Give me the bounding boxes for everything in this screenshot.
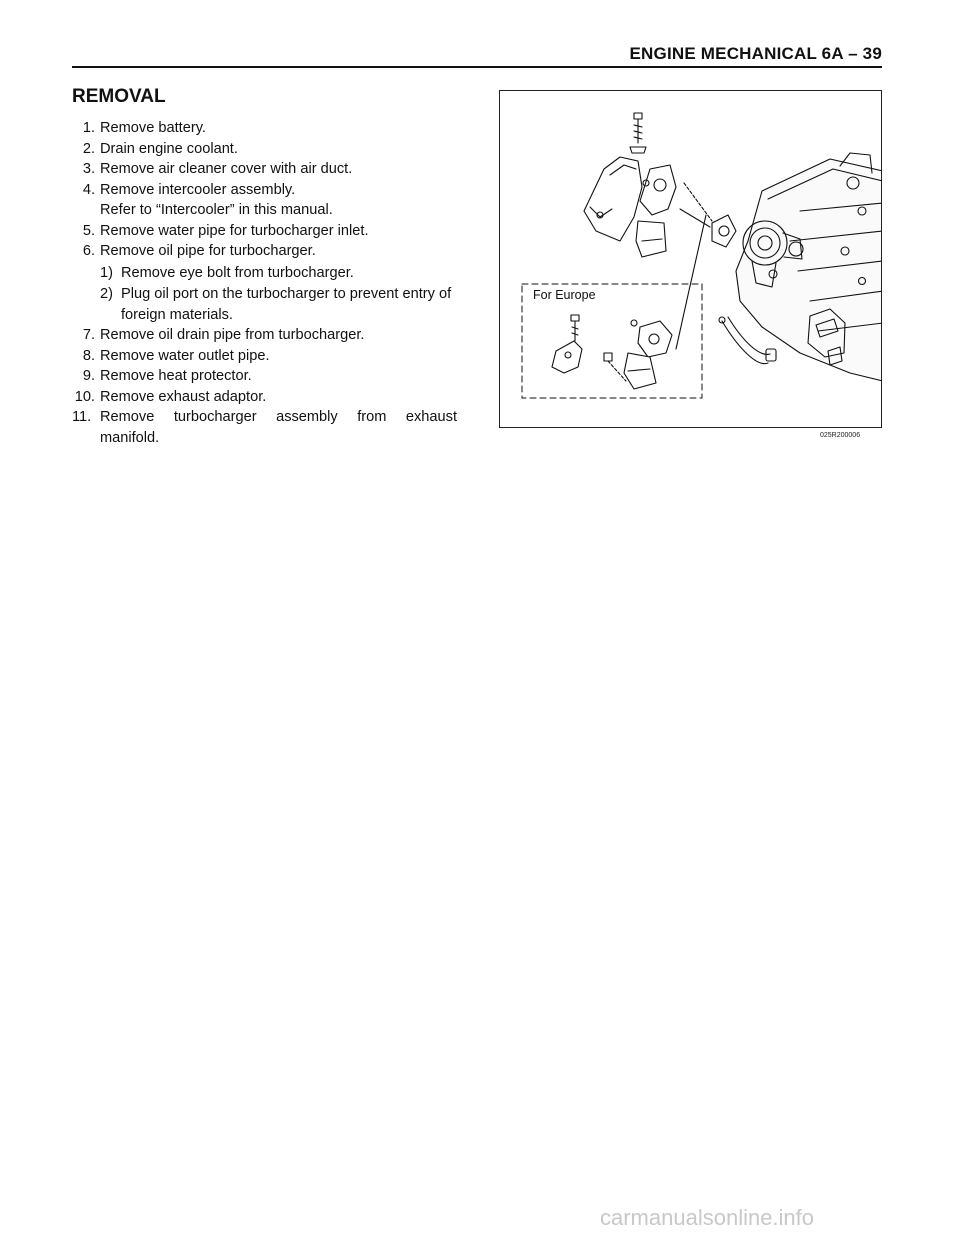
step-number: 11. — [72, 409, 92, 425]
step-number: 5. — [82, 222, 95, 239]
step-2 — [72, 139, 457, 160]
step-number: 1. — [82, 120, 95, 136]
step-8 — [72, 346, 457, 367]
step-text: Drain engine coolant. — [100, 140, 238, 157]
step-text: Remove water outlet pipe. — [100, 347, 270, 364]
step-text: Remove turbocharger assembly from exhaust manifold. — [100, 409, 457, 446]
step-text: Remove oil drain pipe from turbocharger. — [100, 327, 365, 343]
step-7 — [72, 325, 457, 346]
step-number: 3. — [82, 161, 95, 177]
step-1 — [72, 118, 457, 139]
step-6 — [72, 241, 457, 262]
substep-number: 2) — [100, 286, 113, 302]
step-9 — [72, 366, 457, 387]
step-number: 6. — [82, 243, 95, 259]
watermark: carmanualsonline.info — [600, 1205, 815, 1230]
step-number: 10. — [74, 388, 95, 405]
section-title: REMOVAL — [72, 86, 166, 107]
step-text: Remove heat protector. — [100, 368, 252, 384]
turbocharger-figure — [499, 90, 882, 428]
step-4 — [72, 180, 457, 201]
step-number: 4. — [82, 181, 95, 198]
substep-number: 1) — [100, 264, 113, 281]
figure-code: 025R200006 — [820, 432, 861, 439]
step-11 — [72, 407, 457, 448]
page-header — [72, 44, 882, 68]
turbocharger-exploded-view-illustration — [500, 91, 882, 428]
step-4-note: Refer to “Intercooler” in this manual. — [100, 202, 333, 218]
step-text: Remove air cleaner cover with air duct. — [100, 161, 353, 177]
step-number: 7. — [82, 327, 95, 343]
step-text: Remove water pipe for turbocharger inlet. — [100, 222, 369, 239]
step-number: 2. — [82, 140, 95, 157]
step-10 — [72, 387, 457, 408]
removal-steps — [72, 118, 457, 448]
step-text: Remove battery. — [100, 120, 206, 136]
step-number: 8. — [82, 347, 95, 364]
step-number: 9. — [82, 368, 95, 384]
step-text: Remove intercooler assembly. — [100, 181, 296, 198]
substep-6-2 — [72, 284, 457, 325]
step-text: Remove exhaust adaptor. — [100, 388, 267, 405]
substep-6-1 — [72, 263, 457, 284]
step-5 — [72, 221, 457, 242]
inset-label: For Europe — [533, 288, 596, 302]
substep-text: Remove eye bolt from turbocharger. — [121, 264, 354, 281]
substep-text: Plug oil port on the turbocharger to prevent entry of foreign materials. — [121, 286, 452, 323]
step-text: Remove oil pipe for turbocharger. — [100, 243, 316, 259]
step-3 — [72, 159, 457, 180]
page-header-title: ENGINE MECHANICAL 6A – 39 — [629, 44, 882, 63]
